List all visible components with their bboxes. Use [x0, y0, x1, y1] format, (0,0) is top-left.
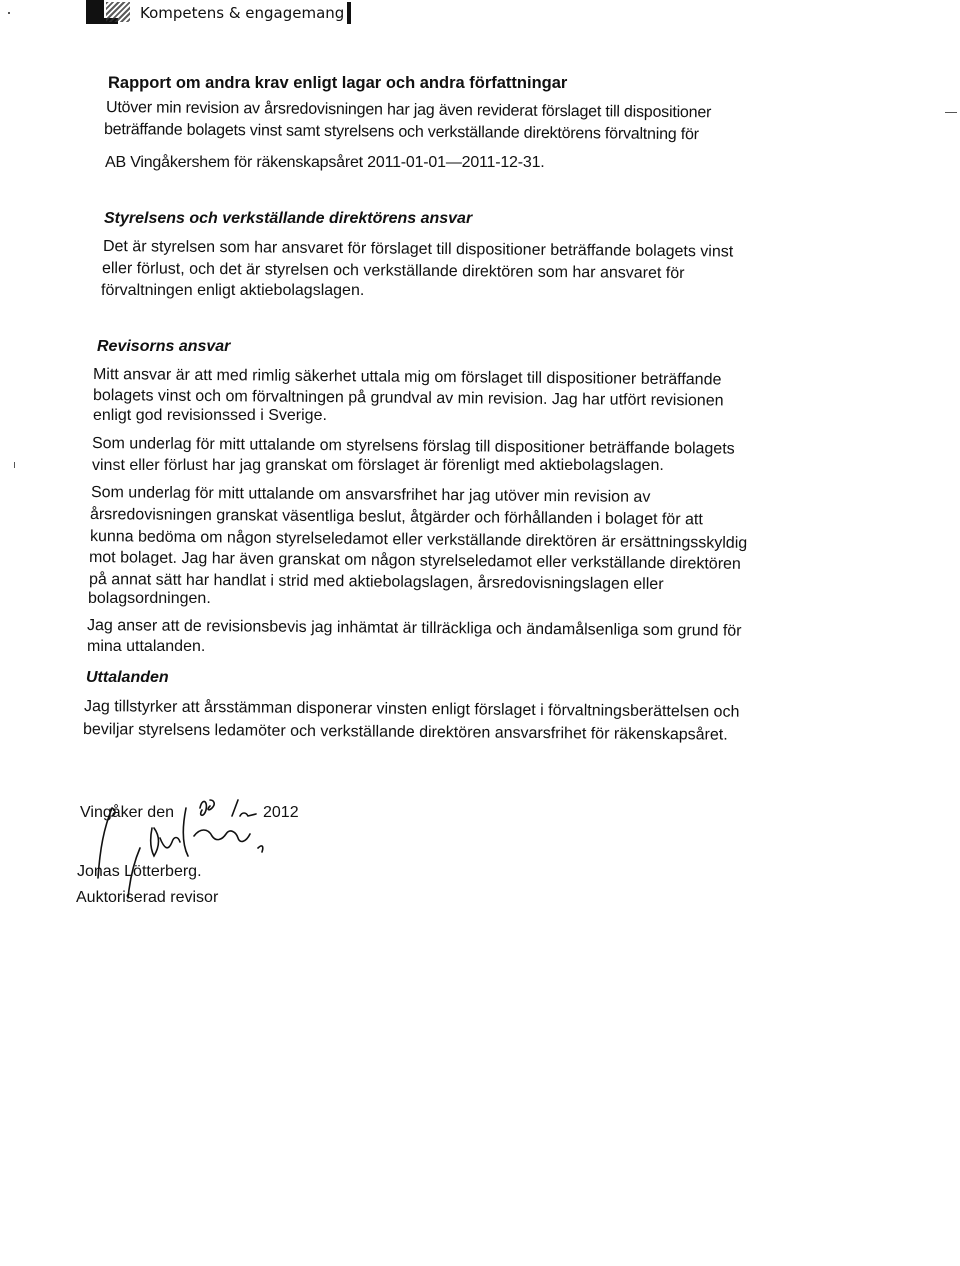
body-line: Jag tillstyrker att årsstämman disponerar vinsten enligt förslaget i förvaltningsberättelsen och	[83, 698, 740, 721]
report-title: Rapport om andra krav enligt lagar och andra författningar	[108, 74, 568, 92]
body-line: på annat sätt har handlat i strid med aktiebolagslagen, årsredovisningslagen eller	[88, 571, 664, 594]
body-line: beviljar styrelsens ledamöter och verkställande direktören ansvarsfrihet för räkenskapsåret.	[82, 721, 728, 744]
signature-year: 2012	[263, 804, 299, 821]
body-line: eller förlust, och det är styrelsen och verkställande direktören som har ansvaret för	[101, 260, 685, 283]
signature-place-date: Vingåker den	[80, 804, 174, 821]
intro-line: beträffande bolagets vinst samt styrelsens och verkställande direktörens förvaltning för	[103, 121, 699, 144]
signatory-title: Auktoriserad revisor	[76, 889, 219, 906]
scan-mark	[945, 112, 957, 113]
body-line: förvaltningen enligt aktiebolagslagen.	[101, 282, 365, 299]
section-heading-statements: Uttalanden	[86, 669, 169, 686]
body-line: kunna bedöma om någon styrelseledamot eller verkställande direktören är ersättningsskyldig	[89, 528, 748, 552]
body-line: årsredovisningen granskat väsentliga beslut, åtgärder och förhållanden i bolaget för att	[89, 506, 703, 529]
brand-tagline: Kompetens & engagemang	[140, 4, 345, 22]
intro-line: AB Vingåkershem för räkenskapsåret 2011-01-01—2011-12-31.	[105, 154, 545, 171]
body-line: Det är styrelsen som har ansvaret för förslaget till dispositioner beträffande bolagets vinst	[102, 238, 734, 261]
body-line: vinst eller förlust har jag granskat om förslaget är förenligt med aktiebolagslagen.	[92, 457, 664, 474]
brand-divider	[347, 2, 351, 24]
body-line: mina uttalanden.	[87, 638, 206, 655]
body-line: Mitt ansvar är att med rimlig säkerhet uttala mig om förslaget till dispositioner beträffande	[92, 366, 722, 389]
handwritten-signature	[82, 788, 282, 908]
body-line: Som underlag för mitt uttalande om styrelsens förslag till dispositioner beträffande bolagets	[91, 435, 735, 458]
company-logo	[86, 0, 136, 26]
intro-line: Utöver min revision av årsredovisningen har jag även reviderat förslaget till dispositioner	[105, 99, 712, 122]
body-line: bolagsordningen.	[88, 590, 211, 607]
body-line: Som underlag för mitt uttalande om ansvarsfrihet har jag utöver min revision av	[90, 484, 651, 506]
header-bar	[86, 0, 351, 26]
body-line: enligt god revisionssed i Sverige.	[93, 407, 327, 424]
scan-mark	[14, 462, 15, 468]
scan-mark	[8, 12, 10, 14]
body-line: Jag anser att de revisionsbevis jag inhämtat är tillräckliga och ändamålsenliga som grund för	[86, 617, 742, 640]
signatory-name: Jonas Lötterberg.	[77, 863, 202, 880]
section-heading-auditor-responsibility: Revisorns ansvar	[97, 338, 231, 355]
section-heading-board-responsibility: Styrelsens och verkställande direktörens ansvar	[104, 210, 473, 227]
body-line: bolagets vinst och om förvaltningen på grundval av min revision. Jag har utfört revisionen	[92, 387, 724, 410]
body-line: mot bolaget. Jag har även granskat om någon styrelseledamot eller verkställande direktören	[88, 549, 741, 573]
